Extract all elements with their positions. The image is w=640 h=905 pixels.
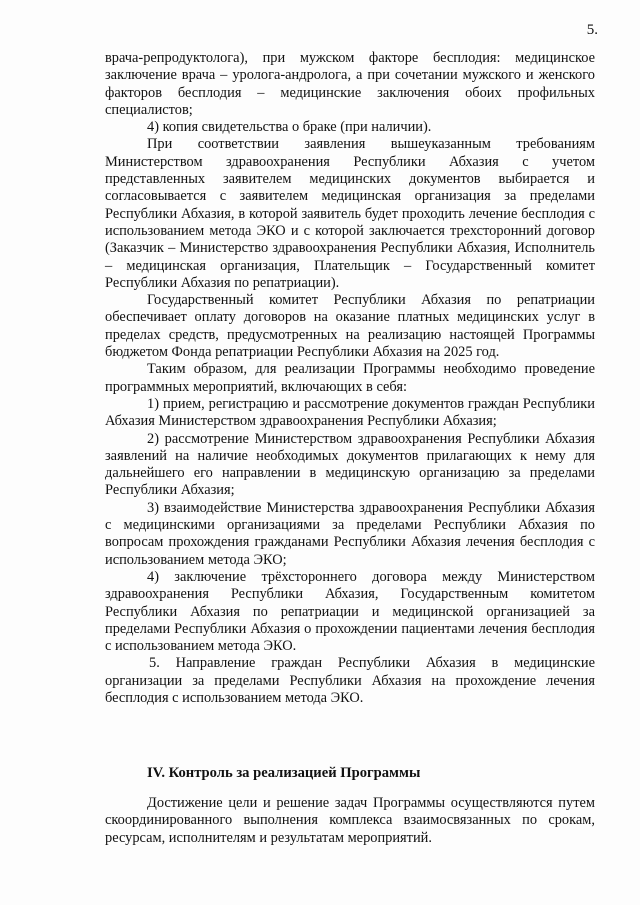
paragraph-application-compliance: При соответствии заявления вышеуказанным требованиям Министерством здравоохранения Республики Абхазия с учетом представленных заявителем медицинских документов выбирается и согласовывается с заявителем медицинская организация за пределами Республики Абхазия, в которой заявитель будет проходить лечение бесплодия с использованием метода ЭКО и с которой заключается трехсторонний договор (Заказчик – Министерство здравоохранения Республики Абхазия, Исполнитель – медицинская организация, Плательщик – Государственный комитет Республики Абхазия по репатриации). — [105, 136, 595, 291]
list-item: 5. Направление граждан Республики Абхазия в медицинские организации за пределами Республики Абхазия на прохождение лечения бесплодия с использованием метода ЭКО. — [105, 655, 595, 706]
paragraph-control: Достижение цели и решение задач Программы осуществляются путем скоординированного выполнения комплекса взаимосвязанных по срокам, ресурсам, исполнителям и результатам мероприятий. — [105, 795, 595, 846]
list-item: 1) прием, регистрацию и рассмотрение документов граждан Республики Абхазия Министерством здравоохранения Республики Абхазия; — [105, 395, 595, 430]
list-item: 4) заключение трёхстороннего договора между Министерством здравоохранения Республики Абхазия, Государственным комитетом Республики Абхазия по репатриации и медицинской организацией за пределами Республики Абхазия о прохождении пациентами лечения бесплодия с использованием метода ЭКО. — [105, 568, 595, 655]
main-text — [105, 50, 595, 707]
list-item: 3) взаимодействие Министерства здравоохранения Республики Абхазия с медицинскими организациями за пределами Республики Абхазия по вопросам прохождения гражданами Республики Абхазия лечения бесплодия с использованием метода ЭКО; — [105, 499, 595, 568]
paragraph-payment: Государственный комитет Республики Абхазия по репатриации обеспечивает оплату договоров на оказание платных медицинских услуг в пределах средств, предусмотренных на реализацию настоящей Программы бюджетом Фонда репатриации Республики Абхазия на 2025 год. — [105, 292, 595, 361]
paragraph-continuation: врача-репродуктолога), при мужском факторе бесплодия: медицинское заключение врача – уролога-андролога, а при сочетании мужского и женского факторов бесплодия – медицинские заключения обоих профильных специалистов; — [105, 50, 595, 118]
paragraph-program-activities-intro: Таким образом, для реализации Программы необходимо проведение программных мероприятий, включающих в себя: — [105, 361, 595, 395]
list-item: 2) рассмотрение Министерством здравоохранения Республики Абхазия заявлений на наличие необходимых документов прилагающих к нему для дальнейшего его направлении в медицинскую организацию за пределами Республики Абхазия; — [105, 430, 595, 499]
section-heading: IV. Контроль за реализацией Программы — [147, 765, 421, 781]
section-text — [105, 795, 595, 847]
page-number: 5. — [586, 22, 598, 38]
paragraph-marriage-certificate: 4) копия свидетельства о браке (при наличии). — [147, 119, 432, 136]
